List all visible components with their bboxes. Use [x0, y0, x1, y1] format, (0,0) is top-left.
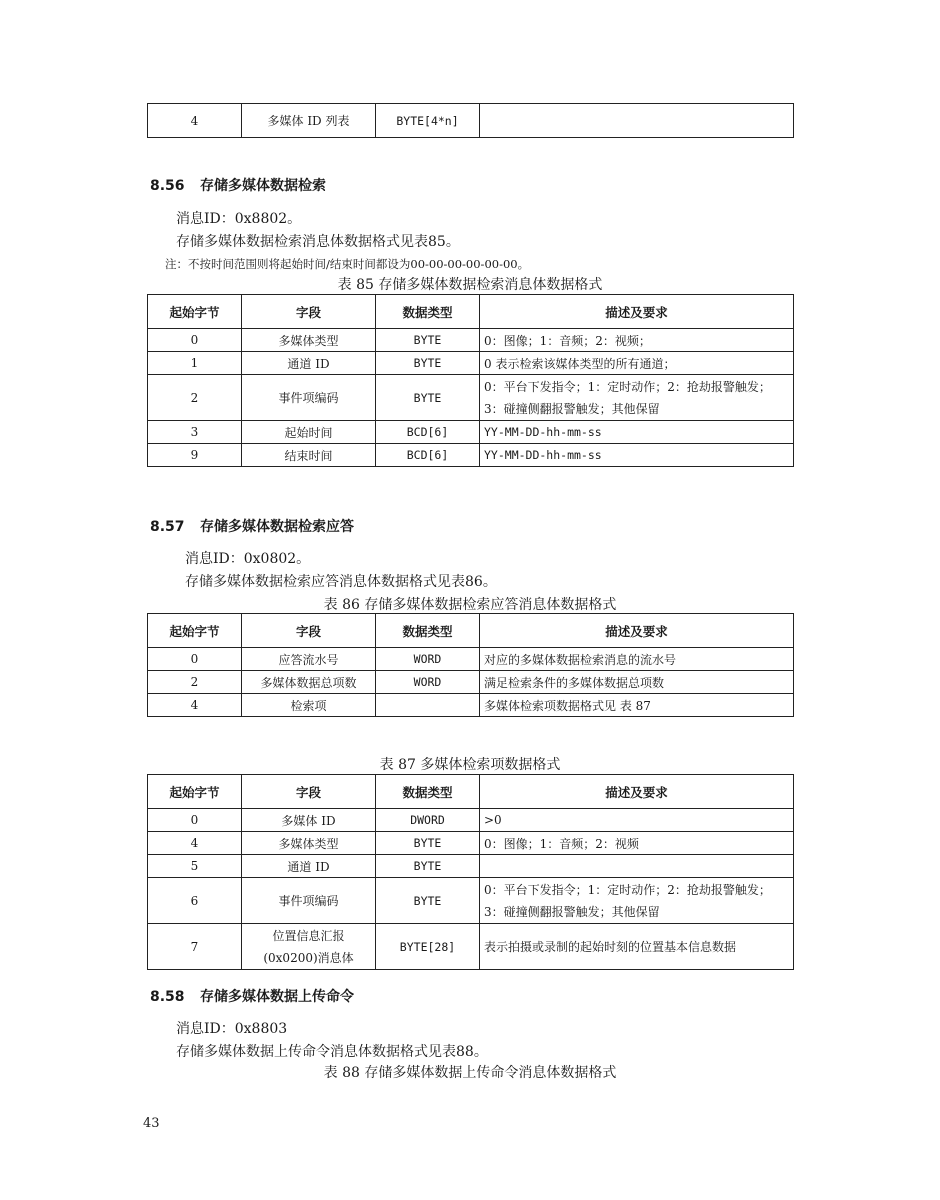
cell-start: 0 [148, 329, 242, 352]
section-heading-8-58 [150, 986, 354, 1006]
cell-desc: 多媒体检索项数据格式见 表 87 [480, 694, 794, 717]
cell-start: 1 [148, 352, 242, 375]
header-data-type: 数据类型 [376, 614, 480, 648]
header-start-byte: 起始字节 [148, 775, 242, 809]
cell-start: 4 [148, 694, 242, 717]
cell-field: 多媒体类型 [242, 832, 376, 855]
cell-field: 检索项 [242, 694, 376, 717]
table-row [148, 671, 794, 694]
table-caption-85: 表 85 存储多媒体数据检索消息体数据格式 [337, 277, 603, 293]
cell-type: BYTE [376, 832, 480, 855]
message-id-text: 消息ID：0x0802。 [185, 551, 311, 567]
cell-desc: 0：平台下发指令；1：定时动作；2：抢劫报警触发；3：碰撞侧翻报警触发；其他保留 [480, 375, 794, 421]
section-title: 存储多媒体数据检索应答 [200, 519, 354, 535]
cell-field: 通道 ID [242, 352, 376, 375]
cell-type: BCD[6] [376, 421, 480, 444]
cell-start: 7 [148, 924, 242, 970]
section-heading-8-56 [150, 175, 326, 195]
cell-type: BYTE [376, 855, 480, 878]
table-row [148, 694, 794, 717]
header-field: 字段 [242, 775, 376, 809]
cell-field: 多媒体 ID [242, 809, 376, 832]
cell-field: 起始时间 [242, 421, 376, 444]
table-87 [147, 774, 794, 970]
header-field: 字段 [242, 295, 376, 329]
cell-start: 2 [148, 375, 242, 421]
cell-start: 0 [148, 809, 242, 832]
cell-start: 0 [148, 648, 242, 671]
header-description: 描述及要求 [480, 295, 794, 329]
cell-field: 通道 ID [242, 855, 376, 878]
table-caption-86: 表 86 存储多媒体数据检索应答消息体数据格式 [323, 597, 617, 613]
message-id-text: 消息ID：0x8802。 [176, 211, 302, 227]
cell-type: WORD [376, 648, 480, 671]
cell-desc: 对应的多媒体数据检索消息的流水号 [480, 648, 794, 671]
cell-field: 应答流水号 [242, 648, 376, 671]
cell-desc: YY-MM-DD-hh-mm-ss [480, 444, 794, 467]
table-row [148, 375, 794, 421]
table-continued [147, 103, 794, 138]
page-number: 43 [143, 1116, 160, 1131]
cell-type [376, 694, 480, 717]
cell-desc: YY-MM-DD-hh-mm-ss [480, 421, 794, 444]
header-data-type: 数据类型 [376, 295, 480, 329]
section-heading-8-57 [150, 516, 354, 536]
cell-field: 位置信息汇报(0x0200)消息体 [242, 924, 376, 970]
cell-desc [480, 855, 794, 878]
cell-start: 3 [148, 421, 242, 444]
cell-desc: >0 [480, 809, 794, 832]
table-row [148, 421, 794, 444]
table-header-row [148, 614, 794, 648]
cell-start: 2 [148, 671, 242, 694]
table-86 [147, 613, 794, 717]
table-row [148, 924, 794, 970]
cell-field: 多媒体类型 [242, 329, 376, 352]
table-row [148, 855, 794, 878]
cell-type: BYTE [376, 352, 480, 375]
cell-type: BYTE[28] [376, 924, 480, 970]
table-header-row [148, 295, 794, 329]
cell-field: 事件项编码 [242, 375, 376, 421]
cell-start: 4 [148, 104, 242, 138]
header-start-byte: 起始字节 [148, 295, 242, 329]
table-header-row [148, 775, 794, 809]
table-row [148, 648, 794, 671]
table-row [148, 809, 794, 832]
table-row [148, 104, 794, 138]
cell-type: BCD[6] [376, 444, 480, 467]
cell-desc: 满足检索条件的多媒体数据总项数 [480, 671, 794, 694]
table-row [148, 878, 794, 924]
cell-start: 6 [148, 878, 242, 924]
message-id-text: 消息ID：0x8803 [176, 1021, 288, 1037]
table-caption-87: 表 87 多媒体检索项数据格式 [379, 757, 561, 773]
body-text: 存储多媒体数据检索应答消息体数据格式见表86。 [185, 574, 497, 590]
table-row [148, 329, 794, 352]
table-row [148, 832, 794, 855]
cell-desc: 0：平台下发指令；1：定时动作；2：抢劫报警触发；3：碰撞侧翻报警触发；其他保留 [480, 878, 794, 924]
header-description: 描述及要求 [480, 775, 794, 809]
body-text: 存储多媒体数据检索消息体数据格式见表85。 [176, 234, 460, 250]
table-row [148, 444, 794, 467]
header-field: 字段 [242, 614, 376, 648]
cell-field: 事件项编码 [242, 878, 376, 924]
cell-desc: 0：图像；1：音频；2：视频； [480, 329, 794, 352]
cell-type: BYTE[4*n] [376, 104, 480, 138]
cell-type: WORD [376, 671, 480, 694]
cell-desc: 0 表示检索该媒体类型的所有通道； [480, 352, 794, 375]
cell-start: 4 [148, 832, 242, 855]
cell-field: 结束时间 [242, 444, 376, 467]
cell-desc: 表示拍摄或录制的起始时刻的位置基本信息数据 [480, 924, 794, 970]
cell-type: DWORD [376, 809, 480, 832]
section-number: 8.57 [150, 519, 185, 535]
table-85 [147, 294, 794, 467]
cell-type: BYTE [376, 329, 480, 352]
section-title: 存储多媒体数据检索 [200, 178, 326, 194]
note-text: 注：不按时间范围则将起始时间/结束时间都设为00-00-00-00-00-00。 [165, 257, 530, 271]
cell-desc: 0：图像；1：音频；2：视频 [480, 832, 794, 855]
table-caption-88: 表 88 存储多媒体数据上传命令消息体数据格式 [323, 1065, 617, 1081]
section-number: 8.58 [150, 989, 185, 1005]
header-description: 描述及要求 [480, 614, 794, 648]
cell-field: 多媒体 ID 列表 [242, 104, 376, 138]
header-data-type: 数据类型 [376, 775, 480, 809]
cell-desc [480, 104, 794, 138]
cell-type: BYTE [376, 375, 480, 421]
header-start-byte: 起始字节 [148, 614, 242, 648]
section-title: 存储多媒体数据上传命令 [200, 989, 354, 1005]
cell-start: 9 [148, 444, 242, 467]
cell-start: 5 [148, 855, 242, 878]
cell-field: 多媒体数据总项数 [242, 671, 376, 694]
cell-type: BYTE [376, 878, 480, 924]
table-row [148, 352, 794, 375]
body-text: 存储多媒体数据上传命令消息体数据格式见表88。 [176, 1044, 488, 1060]
section-number: 8.56 [150, 178, 185, 194]
